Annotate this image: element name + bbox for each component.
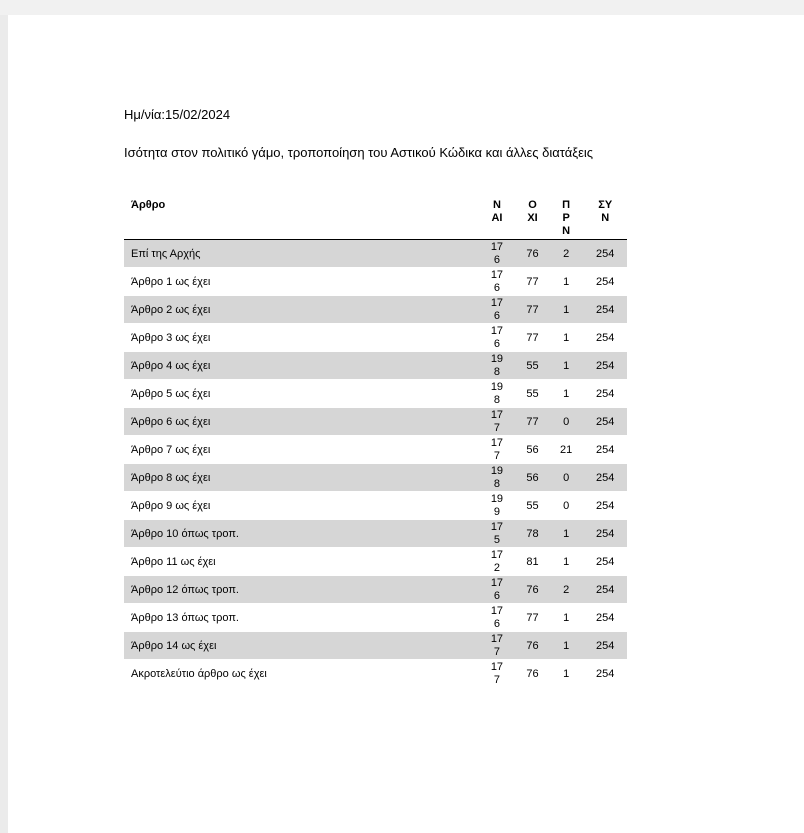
- header-article: Άρθρο: [124, 198, 478, 240]
- oxi-cell: 81: [516, 548, 549, 576]
- table-row: [124, 296, 627, 324]
- prn-cell: 1: [549, 632, 584, 660]
- nai-value: 172: [490, 548, 504, 574]
- article-cell: Άρθρο 6 ως έχει: [124, 408, 478, 436]
- prn-cell: 1: [549, 548, 584, 576]
- prn-cell: 21: [549, 436, 584, 464]
- syn-cell: 254: [583, 436, 627, 464]
- prn-cell: 2: [549, 576, 584, 604]
- syn-cell: 254: [583, 492, 627, 520]
- oxi-cell: 56: [516, 464, 549, 492]
- oxi-cell: 55: [516, 492, 549, 520]
- header-oxi: [516, 198, 549, 240]
- syn-cell: 254: [583, 604, 627, 632]
- prn-cell: 1: [549, 296, 584, 324]
- article-cell: Άρθρο 11 ως έχει: [124, 548, 478, 576]
- article-cell: Επί της Αρχής: [124, 240, 478, 268]
- table-row: [124, 632, 627, 660]
- oxi-cell: 56: [516, 436, 549, 464]
- oxi-cell: 55: [516, 352, 549, 380]
- article-cell: Άρθρο 10 όπως τροπ.: [124, 520, 478, 548]
- article-cell: Άρθρο 3 ως έχει: [124, 324, 478, 352]
- header-oxi-label: ΟΧΙ: [527, 199, 538, 224]
- viewer-top-bar: [0, 0, 804, 15]
- prn-cell: 0: [549, 408, 584, 436]
- header-nai-label: ΝΑΙ: [491, 199, 503, 224]
- table-row: [124, 240, 627, 268]
- article-cell: Άρθρο 14 ως έχει: [124, 632, 478, 660]
- nai-value: 198: [490, 352, 504, 378]
- nai-value: 176: [490, 604, 504, 630]
- document-date: Ημ/νία:15/02/2024: [124, 107, 231, 122]
- table-row: [124, 492, 627, 520]
- table-row: [124, 352, 627, 380]
- oxi-cell: 77: [516, 604, 549, 632]
- header-nai: [478, 198, 517, 240]
- syn-cell: 254: [583, 380, 627, 408]
- nai-cell: [478, 576, 517, 604]
- oxi-cell: 76: [516, 240, 549, 268]
- syn-cell: 254: [583, 408, 627, 436]
- prn-cell: 1: [549, 660, 584, 688]
- prn-cell: 1: [549, 380, 584, 408]
- nai-value: 176: [490, 296, 504, 322]
- nai-value: 199: [490, 492, 504, 518]
- article-cell: Άρθρο 7 ως έχει: [124, 436, 478, 464]
- oxi-cell: 77: [516, 268, 549, 296]
- nai-cell: [478, 268, 517, 296]
- syn-cell: 254: [583, 296, 627, 324]
- syn-cell: 254: [583, 660, 627, 688]
- nai-cell: [478, 240, 517, 268]
- syn-cell: 254: [583, 632, 627, 660]
- nai-value: 177: [490, 660, 504, 686]
- nai-value: 176: [490, 324, 504, 350]
- vote-results-table: [124, 198, 627, 687]
- header-syn: [583, 198, 627, 240]
- nai-value: 176: [490, 576, 504, 602]
- syn-cell: 254: [583, 324, 627, 352]
- nai-cell: [478, 548, 517, 576]
- article-cell: Άρθρο 12 όπως τροπ.: [124, 576, 478, 604]
- nai-value: 198: [490, 464, 504, 490]
- nai-cell: [478, 492, 517, 520]
- nai-value: 177: [490, 632, 504, 658]
- nai-value: 176: [490, 240, 504, 266]
- header-prn: [549, 198, 584, 240]
- table-row: [124, 520, 627, 548]
- prn-cell: 1: [549, 352, 584, 380]
- syn-cell: 254: [583, 576, 627, 604]
- syn-cell: 254: [583, 520, 627, 548]
- article-cell: Άρθρο 13 όπως τροπ.: [124, 604, 478, 632]
- oxi-cell: 78: [516, 520, 549, 548]
- table-row: [124, 380, 627, 408]
- prn-cell: 2: [549, 240, 584, 268]
- article-cell: Άρθρο 1 ως έχει: [124, 268, 478, 296]
- syn-cell: 254: [583, 268, 627, 296]
- nai-cell: [478, 296, 517, 324]
- oxi-cell: 76: [516, 660, 549, 688]
- nai-value: 176: [490, 268, 504, 294]
- nai-cell: [478, 380, 517, 408]
- nai-cell: [478, 520, 517, 548]
- article-cell: Ακροτελεύτιο άρθρο ως έχει: [124, 660, 478, 688]
- oxi-cell: 77: [516, 408, 549, 436]
- nai-cell: [478, 632, 517, 660]
- syn-cell: 254: [583, 548, 627, 576]
- article-cell: Άρθρο 8 ως έχει: [124, 464, 478, 492]
- article-cell: Άρθρο 4 ως έχει: [124, 352, 478, 380]
- prn-cell: 0: [549, 464, 584, 492]
- nai-cell: [478, 324, 517, 352]
- header-syn-label: ΣΥΝ: [598, 199, 613, 224]
- syn-cell: 254: [583, 352, 627, 380]
- document-title: Ισότητα στον πολιτικό γάμο, τροποποίηση του Αστικού Κώδικα και άλλες διατάξεις: [124, 145, 594, 160]
- table-header-row: [124, 198, 627, 240]
- syn-cell: 254: [583, 464, 627, 492]
- oxi-cell: 55: [516, 380, 549, 408]
- table-row: [124, 576, 627, 604]
- nai-cell: [478, 436, 517, 464]
- nai-value: 177: [490, 436, 504, 462]
- oxi-cell: 76: [516, 576, 549, 604]
- prn-cell: 1: [549, 268, 584, 296]
- table-row: [124, 268, 627, 296]
- table-row: [124, 324, 627, 352]
- nai-cell: [478, 604, 517, 632]
- oxi-cell: 77: [516, 296, 549, 324]
- nai-value: 177: [490, 408, 504, 434]
- article-cell: Άρθρο 5 ως έχει: [124, 380, 478, 408]
- prn-cell: 1: [549, 520, 584, 548]
- oxi-cell: 76: [516, 632, 549, 660]
- table-row: [124, 436, 627, 464]
- table-row: [124, 408, 627, 436]
- table-row: [124, 604, 627, 632]
- table-row: [124, 548, 627, 576]
- table-row: [124, 464, 627, 492]
- nai-value: 198: [490, 380, 504, 406]
- syn-cell: 254: [583, 240, 627, 268]
- nai-cell: [478, 408, 517, 436]
- article-cell: Άρθρο 9 ως έχει: [124, 492, 478, 520]
- article-cell: Άρθρο 2 ως έχει: [124, 296, 478, 324]
- prn-cell: 0: [549, 492, 584, 520]
- nai-cell: [478, 464, 517, 492]
- nai-cell: [478, 660, 517, 688]
- prn-cell: 1: [549, 604, 584, 632]
- nai-cell: [478, 352, 517, 380]
- prn-cell: 1: [549, 324, 584, 352]
- table-row: [124, 660, 627, 688]
- oxi-cell: 77: [516, 324, 549, 352]
- nai-value: 175: [490, 520, 504, 546]
- header-prn-label: ΠΡΝ: [562, 199, 571, 237]
